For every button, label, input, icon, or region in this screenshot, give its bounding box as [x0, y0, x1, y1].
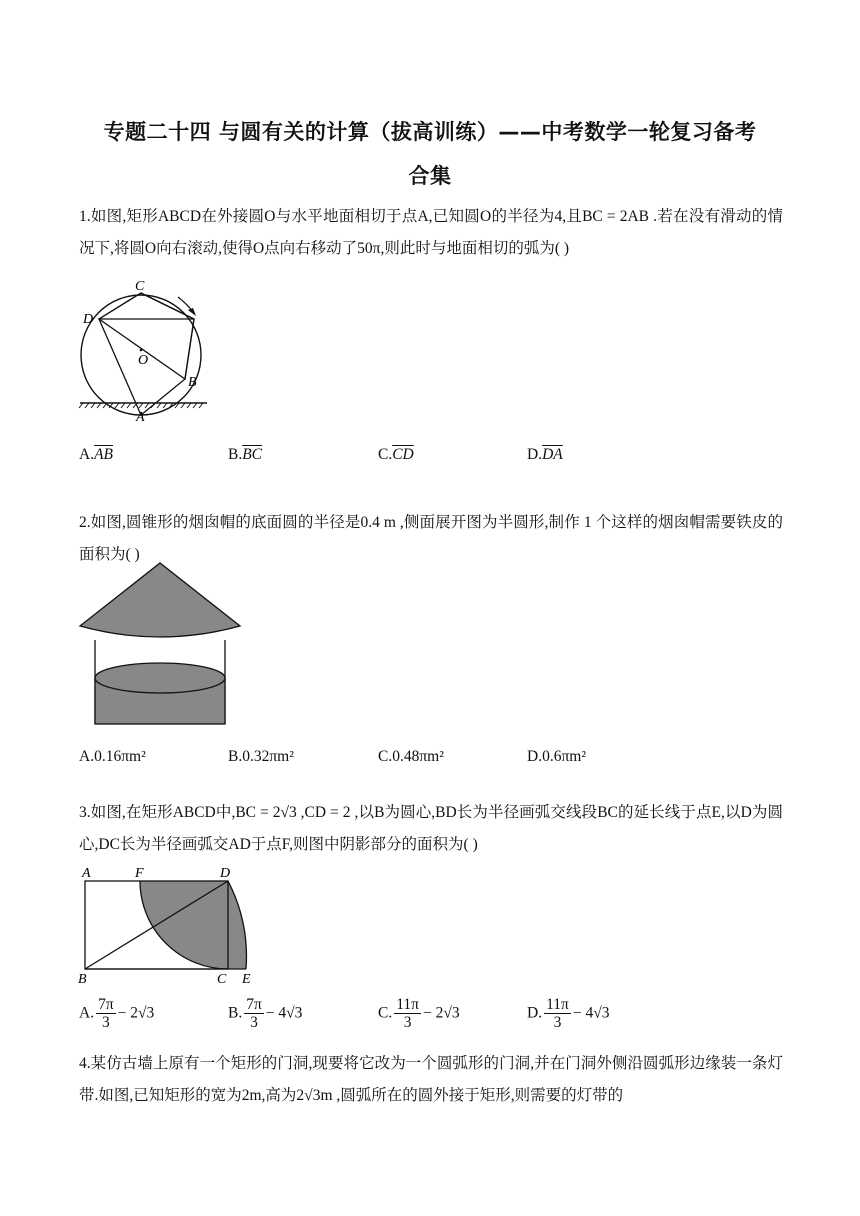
- label-o: O: [138, 353, 149, 368]
- q1-option-b-letter: B.: [228, 446, 243, 463]
- q2-option-c-letter: C.: [378, 748, 393, 765]
- question-2-figure: [78, 560, 248, 730]
- shaded-sector: [140, 881, 228, 969]
- q3-option-d-letter: D.: [527, 1004, 543, 1022]
- q3-option-b-letter: B.: [228, 1004, 243, 1022]
- label-c: C: [135, 279, 145, 294]
- q2-option-d-letter: D.: [527, 748, 543, 765]
- q1-option-a-value: $\overline{AB}$: [94, 446, 114, 463]
- q3-option-a-num: 7π: [98, 996, 114, 1013]
- q3-option-c-den: 3: [403, 1014, 412, 1031]
- label-b: B: [188, 375, 197, 390]
- q3-option-b[interactable]: [228, 996, 302, 1031]
- q3-option-a[interactable]: [79, 996, 154, 1031]
- q1-option-a[interactable]: [79, 446, 113, 464]
- q3-option-b-rest: − 4√3: [265, 1004, 303, 1022]
- question-3-stem: 3.如图,在矩形ABCD中,BC = 2√3 ,CD = 2 ,以B为圆心,BD长为半径画弧交线段BC的延长线于点E,以D为圆心,DC长为半径画弧交AD于点F,则图中阴影部分的面积为( ): [79, 804, 783, 853]
- label-b: B: [78, 972, 87, 987]
- q2-option-d-value: 0.6πm²: [542, 748, 586, 765]
- q1-option-b[interactable]: [228, 446, 262, 464]
- label-d: D: [220, 866, 231, 881]
- label-f: F: [135, 866, 144, 881]
- q2-option-b[interactable]: [228, 748, 294, 766]
- question-3-figure: [78, 862, 268, 987]
- q3-option-a-rest: − 2√3: [117, 1004, 155, 1022]
- q1-option-a-letter: A.: [79, 446, 95, 463]
- q2-option-b-value: 0.32πm²: [242, 748, 294, 765]
- q3-option-c[interactable]: [378, 996, 460, 1031]
- label-e: E: [242, 972, 251, 987]
- q3-option-d-rest: − 4√3: [572, 1004, 610, 1022]
- q1-option-c[interactable]: [378, 446, 414, 464]
- page-title-line2: 合集: [408, 164, 452, 188]
- q3-option-d-den: 3: [553, 1014, 562, 1031]
- q2-option-c[interactable]: [378, 748, 444, 766]
- cylinder-top-ellipse: [95, 663, 225, 693]
- q2-option-d[interactable]: [527, 748, 586, 766]
- q3-option-c-num: 11π: [396, 996, 419, 1013]
- q3-option-c-rest: − 2√3: [422, 1004, 460, 1022]
- q1-option-b-value: $\overline{BC}$: [242, 446, 263, 463]
- q1-option-c-letter: C.: [378, 446, 393, 463]
- q2-option-b-letter: B.: [228, 748, 243, 765]
- q3-option-d-num: 11π: [546, 996, 569, 1013]
- q2-option-a-letter: A.: [79, 748, 95, 765]
- cone-cap: [80, 563, 240, 637]
- q3-option-b-num: 7π: [246, 996, 262, 1013]
- label-a: A: [136, 410, 145, 425]
- label-a: A: [82, 866, 91, 881]
- question-1-stem: 1.如图,矩形ABCD在外接圆O与水平地面相切于点A,已知圆O的半径为4,且BC = 2AB .若在没有滑动的情况下,将圆O向右滚动,使得O点向右移动了50π,则此时与地面相切的弧为( ): [79, 208, 783, 257]
- q1-option-c-value: $\overline{CD}$: [392, 446, 414, 463]
- q2-option-c-value: 0.48πm²: [392, 748, 444, 765]
- q3-option-d[interactable]: [527, 996, 609, 1031]
- q3-option-b-den: 3: [250, 1014, 258, 1031]
- q2-option-a[interactable]: [79, 748, 146, 766]
- page-title-line1: 专题二十四 与圆有关的计算（拔高训练）——中考数学一轮复习备考: [103, 120, 757, 144]
- q3-option-c-letter: C.: [378, 1004, 393, 1022]
- q1-option-d-letter: D.: [527, 446, 543, 463]
- question-2-stem: 2.如图,圆锥形的烟囱帽的底面圆的半径是0.4 m ,侧面展开图为半圆形,制作 1 个这样的烟囱帽需要铁皮的面积为( ): [79, 514, 783, 563]
- label-c: C: [217, 972, 227, 987]
- question-1-figure: [75, 280, 215, 430]
- q1-option-d-value: $\overline{DA}$: [542, 446, 563, 463]
- q2-option-a-value: 0.16πm²: [94, 748, 146, 765]
- question-4-stem: 4.某仿古墙上原有一个矩形的门洞,现要将它改为一个圆弧形的门洞,并在门洞外侧沿圆弧形边缘装一条灯带.如图,已知矩形的宽为2m,高为2√3m ,圆弧所在的圆外接于矩形,则需要的灯带的: [79, 1055, 783, 1104]
- label-d: D: [83, 312, 94, 327]
- q1-option-d[interactable]: [527, 446, 563, 464]
- q3-option-a-den: 3: [101, 1014, 110, 1031]
- q3-option-a-letter: A.: [79, 1004, 95, 1022]
